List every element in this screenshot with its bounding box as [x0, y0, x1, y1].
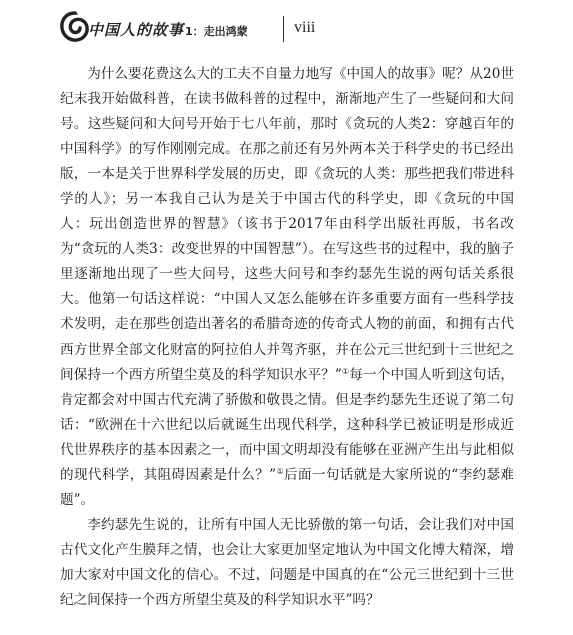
- paragraph-1: [60, 62, 514, 513]
- chapter-title: 1：走出鸿蒙: [185, 25, 248, 38]
- swirl-logo-icon: [58, 10, 92, 44]
- header-divider: [283, 16, 284, 42]
- page-header: [58, 10, 518, 44]
- page-body: [60, 62, 514, 613]
- page-number: viii: [294, 19, 316, 36]
- paragraph-1-text-c: 后面一句话就是大家所说的“李约瑟难题”。: [60, 466, 515, 508]
- paragraph-1-text-a: 为什么要花费这么大的工夫不自量力地写《中国人的故事》呢？从20世纪末我开始做科普，在读书做科普的过程中，渐渐地产生了一些疑问和大问号。这些疑问和大问号开始于七八年前，那时《贪玩的人类2：穿越百年的中国科学》的写作刚刚完成。在那之前还有另外两本关于科学史的书已经出版，一本是关于世界科学发展的历史，即《贪玩的人类：那些把我们带进科学的人》；另一本我自己认为是关于中国古代的科学史，即《贪玩的中国人：玩出创造世界的智慧》（该书于2017年由科学出版社再版，书名改为“贪玩的人类3：改变世界的中国智慧”）。在写这些书的过程中，我的脑子里逐渐地出现了一些大问号，这些大问号和李约瑟先生说的两句话关系很大。他第一句话这样说：“中国人又怎么能够在许多重要方面有一些科学技术发明，走在那些创造出著名的希腊奇迹的传奇式人物的前面，和拥有古代西方世界全部文化财富的阿拉伯人并驾齐驱，并在公元三世纪到十三世纪之间保持一个西方所望尘莫及的科学知识水平？”: [60, 66, 514, 383]
- footnote-marker[interactable]: ①: [276, 466, 284, 476]
- footnote-marker[interactable]: ①: [341, 366, 350, 376]
- paragraph-1-text-b: 每一个中国人听到这句话，肯定都会对中国古代充满了骄傲和敬畏之情。但是李约瑟先生还说了第二句话：“欧洲在十六世纪以后就诞生出现代科学，这种科学已被证明是形成近代世界秩序的基本因素之一，而中国文明却没有能够在亚洲产生出与此相似的现代科学，其阻碍因素是什么？”: [60, 366, 514, 483]
- series-logo-text: 中国人的故事: [88, 21, 185, 39]
- paragraph-2: 李约瑟先生说的，让所有中国人无比骄傲的第一句话，会让我们对中国古代文化产生膜拜之情，也会让大家更加坚定地认为中国文化博大精深，增加大家对中国文化的信心。不过，问题是中国真的在“公元三世纪到十三世纪之间保持一个西方所望尘莫及的科学知识水平”吗？: [60, 516, 514, 608]
